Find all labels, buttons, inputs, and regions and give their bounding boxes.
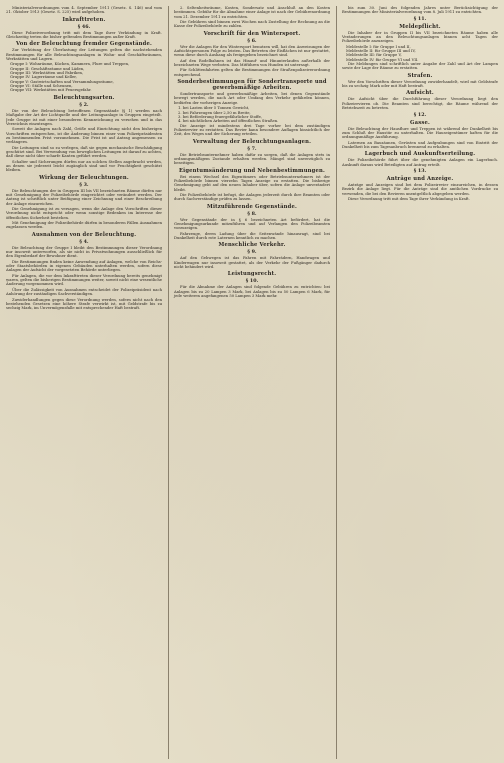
list-item: Gruppe II: Geschäftsräume und Läden, — [10, 66, 85, 71]
paragraph-number: § 10. — [245, 278, 259, 285]
section-heading: Verwaltung der Beleuchtungsanlagen. — [192, 138, 312, 145]
paragraph: Über die Zulässigkeit von Ausnahmen entscheidet der Polizeipräsident nach Anhörung der zuständigen Sachverständigen. — [6, 287, 162, 297]
paragraph: Die Beleuchtungen der in Gruppen III bis VII bezeichneten Räume dürfen nur mit Genehmigung der Polizeibehörde eingerichtet oder verändert werden. Der Antrag ist schriftlich unter Beifügung einer Zeichnung und einer Beschreibung der Anlage einzureichen. — [6, 188, 162, 206]
paragraph-number: § 4. — [79, 238, 89, 245]
section-heading: Menschliche Verkehr. — [218, 242, 286, 249]
column-left — [6, 6, 162, 759]
paragraph: Zuwiderhandlungen gegen diese Verordnung werden, sofern nicht nach den bestehenden Gesetzen eine höhere Strafe verwirkt ist, mit Geldstrafe bis zu sechzig Mark, im Unvermögensfalle mit entsprechender Haft bestraft. — [6, 297, 162, 311]
section-heading: Meldepflicht. — [399, 23, 441, 30]
paragraph: Auf den Gehwegen ist das Fahren mit Fahrrädern, Handwagen und Kinderwagen nur insoweit gestattet, als der Verkehr der Fußgänger dadurch nicht behindert wird. — [174, 256, 330, 270]
list-item: Gruppe III: Werkstätten und Fabriken, — [10, 71, 84, 76]
section-heading: Wirkung der Beleuchtungen. — [39, 174, 129, 181]
paragraph: Für die Abnahme der Anlagen sind folgende Gebühren zu entrichten: bei Anlagen bis zu 20 Lampen 3 Mark, bei Anlagen bis zu 50 Lampen 6 Mark, für jede weiteren angefangenen 50 Lampen 3 Mark mehr. — [174, 285, 330, 299]
list-item: Meldestelle III: für Gruppe V, — [346, 53, 402, 58]
paragraph-number: § 8. — [247, 210, 257, 217]
paragraph: Anträge und Anzeigen sind bei dem Polizeirevier einzureichen, in dessen Bezirk die Anlage liegt. Für die Anträge sind die amtlichen Vordrucke zu verwenden, die bei den Revieren unentgeltlich abgegeben werden. — [342, 182, 498, 196]
paragraph-number: § 3. — [79, 181, 89, 188]
section-heading: Gasse. — [410, 119, 430, 126]
paragraph: Die Anzeige ist mindestens drei Tage vorher bei dem zuständigen Polizeirevier zu erstatten. Das Revier kann besondere Auflagen hinsichtlich der Zeit, des Weges und der Sicherung erteilen. — [174, 123, 330, 137]
paragraph-number: § 2. — [79, 101, 89, 108]
paragraph-number: § 12. — [413, 111, 427, 118]
column-middle — [168, 6, 330, 759]
section-heading: Eigentumsänderung und Nebenbestimmungen. — [179, 167, 325, 174]
paragraph: Die Inhaber der in Gruppen II bis VII bezeichneten Räume haben alle Veränderungen an den Beleuchtungsanlagen binnen acht Tagen der Polizeibehörde anzuzeigen. — [342, 30, 498, 44]
paragraph: Schalter und Sicherungen dürfen nur an solchen Stellen angebracht werden, an denen sie jederzeit leicht zugänglich sind und vor Feuchtigkeit geschützt bleiben. — [6, 159, 162, 173]
paragraph: Auf den Rodelbahnen ist das Hinauf- und Hinunterlaufen außerhalb der bezeichneten Wege verboten. Das Mitführen von Hunden ist untersagt. — [174, 58, 330, 68]
paragraph: Die Bestimmungen finden keine Anwendung auf Anlagen, welche von Reichs- oder Staatsbehörden in eigenen Gebäuden unterhalten werden, sofern diese Anlagen der Aufsicht der vorgesetzten Behörde unterliegen. — [6, 259, 162, 273]
list-item: 2. bei Fahrzeugen über 2,50 m Breite, — [178, 110, 251, 115]
paragraph: Soweit die Anlagen nach Zahl, Größe und Einrichtung nicht den bisherigen Vorschriften entsprechen, ist die Änderung binnen einer vom Polizeipräsidenten zu bestimmenden Frist vorzunehmen. Die Frist ist auf Antrag angemessen zu verlängern. — [6, 127, 162, 145]
section-heading: Lagerbuch und Auskunftserteilung. — [364, 151, 476, 158]
column-right — [336, 6, 498, 759]
list-item: Meldestelle I: für Gruppe I und II, — [346, 44, 411, 49]
list-item: 4. bei nächtlichen Arbeiten auf öffentlichen Straßen. — [178, 119, 279, 124]
paragraph: Die Aufsicht über die Durchführung dieser Verordnung liegt den Polizeirevieren ob. Die Beamten sind berechtigt, die Räume während der Betriebszeit zu betreten. — [342, 97, 498, 111]
paragraph: Fahrzeuge, deren Ladung über die Seitenwände hinausragt, sind bei Dunkelheit durch rote Laternen kenntlich zu machen. — [174, 231, 330, 241]
section-heading: Aufsicht. — [406, 90, 434, 97]
list-item: Gruppe VII: Werkstätten mit Feuersgefahr. — [10, 88, 92, 93]
paragraph: Für Anlagen, die vor dem Inkrafttreten dieser Verordnung bereits genehmigt waren, gelten die bisherigen Bestimmungen weiter, soweit nicht eine wesentliche Änderung vorgenommen wird. — [6, 273, 162, 287]
paragraph: Die Leitungen sind so zu verlegen, daß sie gegen mechanische Beschädigung geschützt sind. Bei Verwendung von beweglichen Leitungen ist darauf zu achten, daß diese nicht über scharfe Kanten geführt werden. — [6, 145, 162, 159]
section-heading: Inkrafttreten. — [62, 16, 106, 23]
paragraph-number: § 9. — [247, 249, 257, 256]
section-heading: Anträge und Anzeige. — [386, 175, 454, 182]
list-item: Gruppe VI: Ställe und Scheunen, — [10, 84, 73, 89]
section-heading: Beleuchtungsarten. — [53, 94, 115, 101]
paragraph: Die Gebühren sind binnen zwei Wochen nach Zustellung der Rechnung an die Kasse der Polizeibehörde zu zahlen. — [174, 20, 330, 29]
paragraph: Die Polizeibehörde führt über die genehmigten Anlagen ein Lagerbuch. Auskunft daraus wird Beteiligten auf Antrag erteilt. — [342, 158, 498, 167]
paragraph-number: § 7. — [247, 145, 257, 152]
paragraph: Wer die Anlagen für den Wintersport benutzen will, hat den Anweisungen der Aufsichtspersonen Folge zu leisten. Das Betreten der Eisflächen ist nur gestattet, wenn diese durch Aushang als freigegeben bezeichnet sind. — [174, 44, 330, 58]
paragraph: Wer den Vorschriften dieser Verordnung zuwiderhandelt, wird mit Geldstrafe bis zu sechzig Mark oder mit Haft bestraft. — [342, 79, 498, 89]
paragraph: Diese Polizeiverordnung tritt mit dem Tage ihrer Verkündung in Kraft. Gleichzeitig treten die bisher geltenden Bestimmungen außer Kraft. — [6, 30, 162, 40]
paragraph-number: § 13. — [413, 167, 427, 174]
paragraph: Diese Verordnung tritt mit dem Tage ihrer Verkündung in Kraft. — [348, 196, 470, 201]
section-heading: Strafen. — [407, 72, 433, 79]
section-heading: Ausnahmen von der Beleuchtung. — [31, 231, 137, 238]
paragraph: Die von der Beleuchtung betroffenen Gegenstände (§ 1) werden nach Maßgabe der Art der Lichtquelle und der Leitungsanlage in Gruppen eingeteilt. Jede Gruppe ist mit einer besonderen Kennzeichnung zu versehen und in das Verzeichnis einzutragen. — [6, 108, 162, 126]
paragraph: bis zum 30. Juni des folgenden Jahres unter Berücksichtigung der Bestimmungen der Ministerialverordnung vom 8. Juli 1911 zu entrichten. — [342, 6, 498, 15]
section-heading: Leistungsrecht. — [227, 271, 277, 278]
section-heading: Sonderbestimmungen für Sondertransporte und gewerbsmäßige Arbeiten. — [177, 79, 327, 92]
list-item: Gruppe IV: Lagerräume und Keller, — [10, 75, 77, 80]
paragraph: 2. Seltenheitsräume, Kosten, Sondersatz und Anschluß an den Kosten bestimmen. Gebühr für die Abnahme einer Anlage ist nach der Gebührenordnung vom 21. Dezember 1911 zu entrichten. — [174, 6, 330, 19]
paragraph: Die Beleuchtung der Hausflure und Treppen ist während der Dunkelheit bis zum Schluß der Haustür zu unterhalten. Die Hauseigentümer haften für die ordnungsmäßige Ausführung. — [342, 126, 498, 140]
paragraph: Ministerialverordnungen vom 4. September 1911 (Gesetz. S. 146) und vom 21. Oktober 1913 (Gesetz. S. 225) wird aufgehoben. — [6, 6, 162, 15]
list-item: 3. bei Beförderung feuergefährlicher Stoffe, — [178, 114, 263, 119]
paragraph-number: § 46. — [77, 23, 91, 30]
paragraph: Mit Genehmigung der Polizeibehörde dürfen in besonderen Fällen Ausnahmen zugelassen werden. — [6, 221, 162, 230]
paragraph: Die Meldungen sind schriftlich unter Angabe der Zahl und Art der Lampen sowie der Lage der Räume zu erstatten. — [342, 62, 498, 71]
paragraph: Laternen an Bauzäunen, Gerüsten und Aufgrabungen sind von Eintritt der Dunkelheit bis zum Tagesanbruch brennend zu erhalten. — [342, 140, 498, 149]
list-item: Meldestelle IV: für Gruppe VI und VII. — [346, 57, 419, 62]
list-item: Gruppe I: Wohnräume, Küchen, Kammern, Flure und Treppen, — [10, 62, 130, 67]
paragraph: Wer Gegenstände der in § 6 bezeichneten Art befördert, hat die Genehmigungsurkunde mitzuführen und auf Verlangen den Polizeibeamten vorzuzeigen. — [174, 217, 330, 231]
paragraph-number: § 11. — [413, 15, 427, 22]
paragraph: Zur Verhütung der Überlastung der Leitungen gelten die nachstehenden Bestimmungen für alle Beleuchtungsanlagen in Wohn- und Geschäftsräumen, Werkstätten und Lagern. — [6, 48, 162, 62]
list-item: Meldestelle II: für Gruppe III und IV, — [346, 49, 416, 54]
paragraph: Bei einem Wechsel des Eigentümers oder Betriebsunternehmers ist der Polizeibehörde binnen vierzehn Tagen Anzeige zu erstatten. Die bisherige Genehmigung geht auf den neuen Inhaber über, sofern die Anlage unverändert bleibt. — [174, 174, 330, 192]
paragraph: Sondertransporte und gewerbsmäßige Arbeiten, bei denen Gegenstände bewegt werden, die nach Art oder Umfang den Verkehr gefährden können, bedürfen der vorherigen Anzeige. — [174, 92, 330, 105]
paragraph: Die Beleuchtung der Gruppe I bleibt den Bestimmungen dieser Verordnung nur insoweit unterworfen, als sie nicht in Privatwohnungen ausschließlich für den Eigenbedarf der Bewohner dient. — [6, 245, 162, 259]
paragraph: Die Polizeibehörde ist befugt, die Anlagen jederzeit durch ihre Beamten oder durch Sachverständige prüfen zu lassen. — [174, 192, 330, 202]
list-item: Gruppe V: Gastwirtschaften und Versammlungsräume, — [10, 79, 114, 84]
paragraph: Für Schlittenfahrten gelten die Bestimmungen der Straßenpolizeiverordnung entsprechend. — [174, 68, 330, 77]
paragraph-number: § 6. — [247, 37, 257, 44]
section-heading: Von der Beleuchtung fremder Gegenstände. — [16, 41, 152, 48]
list-item: 1. bei Lasten über 5 Tonnen Gewicht, — [178, 106, 250, 111]
paragraph: Die Betriebsunternehmer haben dafür zu sorgen, daß die Anlagen stets in ordnungsmäßigem Zustande erhalten werden. Mängel sind unverzüglich zu beseitigen. — [174, 152, 330, 166]
section-heading: Mitzuführende Gegenstände. — [207, 203, 297, 210]
paragraph: Die Genehmigung ist zu versagen, wenn die Anlage den Vorschriften dieser Verordnung nicht entspricht oder wenn sonstige Bedenken im Interesse der öffentlichen Sicherheit bestehen. — [6, 207, 162, 220]
section-heading: Vorschrift für den Wintersport. — [203, 30, 301, 37]
